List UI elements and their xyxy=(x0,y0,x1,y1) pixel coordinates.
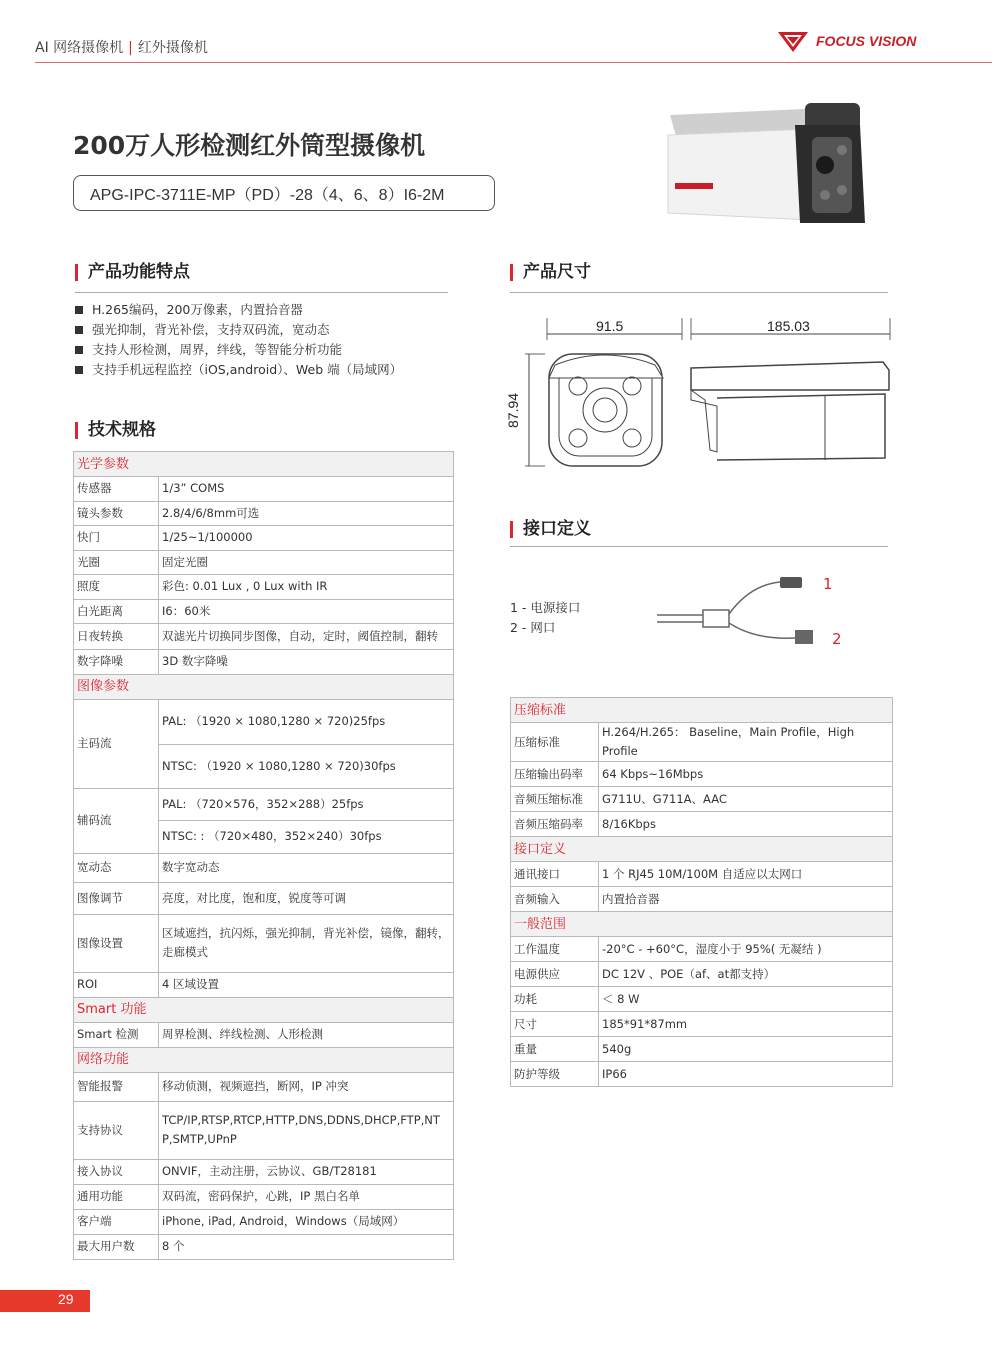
dimension-drawing xyxy=(505,310,895,475)
table-row: Smart 检测 周界检测、绊线检测、人形检测 xyxy=(74,1022,454,1047)
table-row: 白光距离 I6：60米 xyxy=(74,599,454,624)
features-heading: 产品功能特点 xyxy=(75,264,190,281)
bullet-square-icon xyxy=(75,326,83,334)
table-row: 防护等级 IP66 xyxy=(511,1062,893,1087)
table-row: 图像调节 亮度，对比度，饱和度，锐度等可调 xyxy=(74,882,454,914)
header-breadcrumb xyxy=(35,37,208,57)
interface-divider xyxy=(510,546,888,547)
table-row: 主码流 PAL: （1920 × 1080,1280 × 720)25fps xyxy=(74,699,454,744)
brand-logo xyxy=(776,28,936,54)
bullet-square-icon xyxy=(75,346,83,354)
table-row: 电源供应 DC 12V 、POE（af、at都支持） xyxy=(511,962,893,987)
interface-heading: 接口定义 xyxy=(510,521,591,538)
features-list xyxy=(75,300,402,380)
category-row: 光学参数 xyxy=(74,452,454,477)
dimensions-divider xyxy=(510,292,888,293)
header-divider xyxy=(35,62,992,63)
bullet-square-icon xyxy=(75,306,83,314)
interface-item-power: 1 - 电源接口 xyxy=(510,600,581,615)
features-divider xyxy=(75,292,448,293)
table-row: 尺寸 185*91*87mm xyxy=(511,1012,893,1037)
table-row: 音频输入 内置拾音器 xyxy=(511,887,893,912)
table-row: 镜头参数 2.8/4/6/8mm可选 xyxy=(74,501,454,526)
bullet-square-icon xyxy=(75,366,83,374)
brand-name: FOCUS VISION xyxy=(816,33,917,49)
category-row: 接口定义 xyxy=(511,837,893,862)
table-row: 功耗 ＜ 8 W xyxy=(511,987,893,1012)
page-number: 29 xyxy=(58,1291,74,1307)
table-row: ROI 4 区域设置 xyxy=(74,972,454,997)
specs-heading: 技术规格 xyxy=(75,422,156,439)
table-row: NTSC: （1920 × 1080,1280 × 720)30fps xyxy=(74,744,454,788)
table-row: 音频压缩标准 G711U、G711A、AAC xyxy=(511,787,893,812)
interface-legend xyxy=(510,598,580,638)
table-row: 工作温度 -20°C - +60°C，湿度小于 95%( 无凝结 ) xyxy=(511,937,893,962)
camera-product-photo xyxy=(660,95,870,230)
interface-item-network: 2 - 网口 xyxy=(510,620,556,635)
table-row: 智能报警 移动侦测，视频遮挡，断网，IP 冲突 xyxy=(74,1072,454,1101)
callout-1: 1 xyxy=(823,575,833,593)
category-row: 图像参数 xyxy=(74,674,454,699)
table-row: 日夜转换 双滤光片切换同步图像，自动，定时，阈值控制，翻转 xyxy=(74,624,454,650)
category-row: Smart 功能 xyxy=(74,997,454,1022)
table-row: 图像设置 区域遮挡，抗闪烁，强光抑制，背光补偿，镜像，翻转，走廊模式 xyxy=(74,914,454,972)
category-row: 一般范围 xyxy=(511,912,893,937)
dimensions-heading: 产品尺寸 xyxy=(510,264,591,281)
table-row: 通用功能 双码流，密码保护，心跳，IP 黑白名单 xyxy=(74,1184,454,1209)
feature-item: 支持人形检测，周界，绊线，等智能分析功能 xyxy=(75,340,402,360)
table-row: 数字降噪 3D 数字降噪 xyxy=(74,650,454,675)
spec-table-right xyxy=(510,697,893,1087)
table-row: 光圈 固定光圈 xyxy=(74,550,454,575)
product-model: APG-IPC-3711E-MP（PD）-28（4、6、8）I6-2M xyxy=(73,175,495,211)
table-row: 传感器 1/3” COMS xyxy=(74,477,454,502)
table-row: 接入协议 ONVIF，主动注册，云协议、GB/T28181 xyxy=(74,1159,454,1184)
spec-table-left xyxy=(73,451,454,1260)
brand-mark-icon xyxy=(776,29,810,53)
callout-2: 2 xyxy=(832,630,842,648)
page-number-badge xyxy=(0,1290,90,1312)
category-row: 压缩标准 xyxy=(511,698,893,723)
table-row: 照度 彩色: 0.01 Lux , 0 Lux with IR xyxy=(74,575,454,600)
category-infrared-camera: 红外摄像机 xyxy=(137,40,208,56)
feature-item: 强光抑制，背光补偿，支持双码流，宽动态 xyxy=(75,320,402,340)
dimension-height: 87.94 xyxy=(505,392,521,428)
dimension-length: 185.03 xyxy=(767,318,810,334)
table-row: 音频压缩码率 8/16Kbps xyxy=(511,812,893,837)
category-row: 网络功能 xyxy=(74,1047,454,1072)
category-network-camera: AI 网络摄像机 xyxy=(35,40,124,56)
table-row: 通讯接口 1 个 RJ45 10M/100M 自适应以太网口 xyxy=(511,862,893,887)
table-row: 辅码流 PAL: （720×576，352×288）25fps xyxy=(74,788,454,820)
table-row: 最大用户数 8 个 xyxy=(74,1234,454,1259)
table-row: 压缩输出码率 64 Kbps~16Mbps xyxy=(511,762,893,787)
breadcrumb-separator: | xyxy=(128,40,133,56)
cable-diagram xyxy=(655,570,820,650)
product-title: 200万人形检测红外筒型摄像机 xyxy=(73,131,426,160)
table-row: 快门 1/25~1/100000 xyxy=(74,526,454,551)
table-row: 客户端 iPhone, iPad, Android，Windows（局域网） xyxy=(74,1209,454,1234)
dimension-width: 91.5 xyxy=(596,318,624,334)
table-row: 支持协议 TCP/IP,RTSP,RTCP,HTTP,DNS,DDNS,DHCP,FTP,NTP,SMTP,UPnP xyxy=(74,1101,454,1159)
table-row: 重量 540g xyxy=(511,1037,893,1062)
table-row: 压缩标准 H.264/H.265： Baseline，Main Profile，High Profile xyxy=(511,723,893,762)
feature-item: 支持手机远程监控（iOS,android）、Web 端（局域网） xyxy=(75,360,402,380)
table-row: 宽动态 数字宽动态 xyxy=(74,853,454,882)
table-row: NTSC: : （720×480，352×240）30fps xyxy=(74,820,454,853)
feature-item: H.265编码，200万像素，内置拾音器 xyxy=(75,300,402,320)
